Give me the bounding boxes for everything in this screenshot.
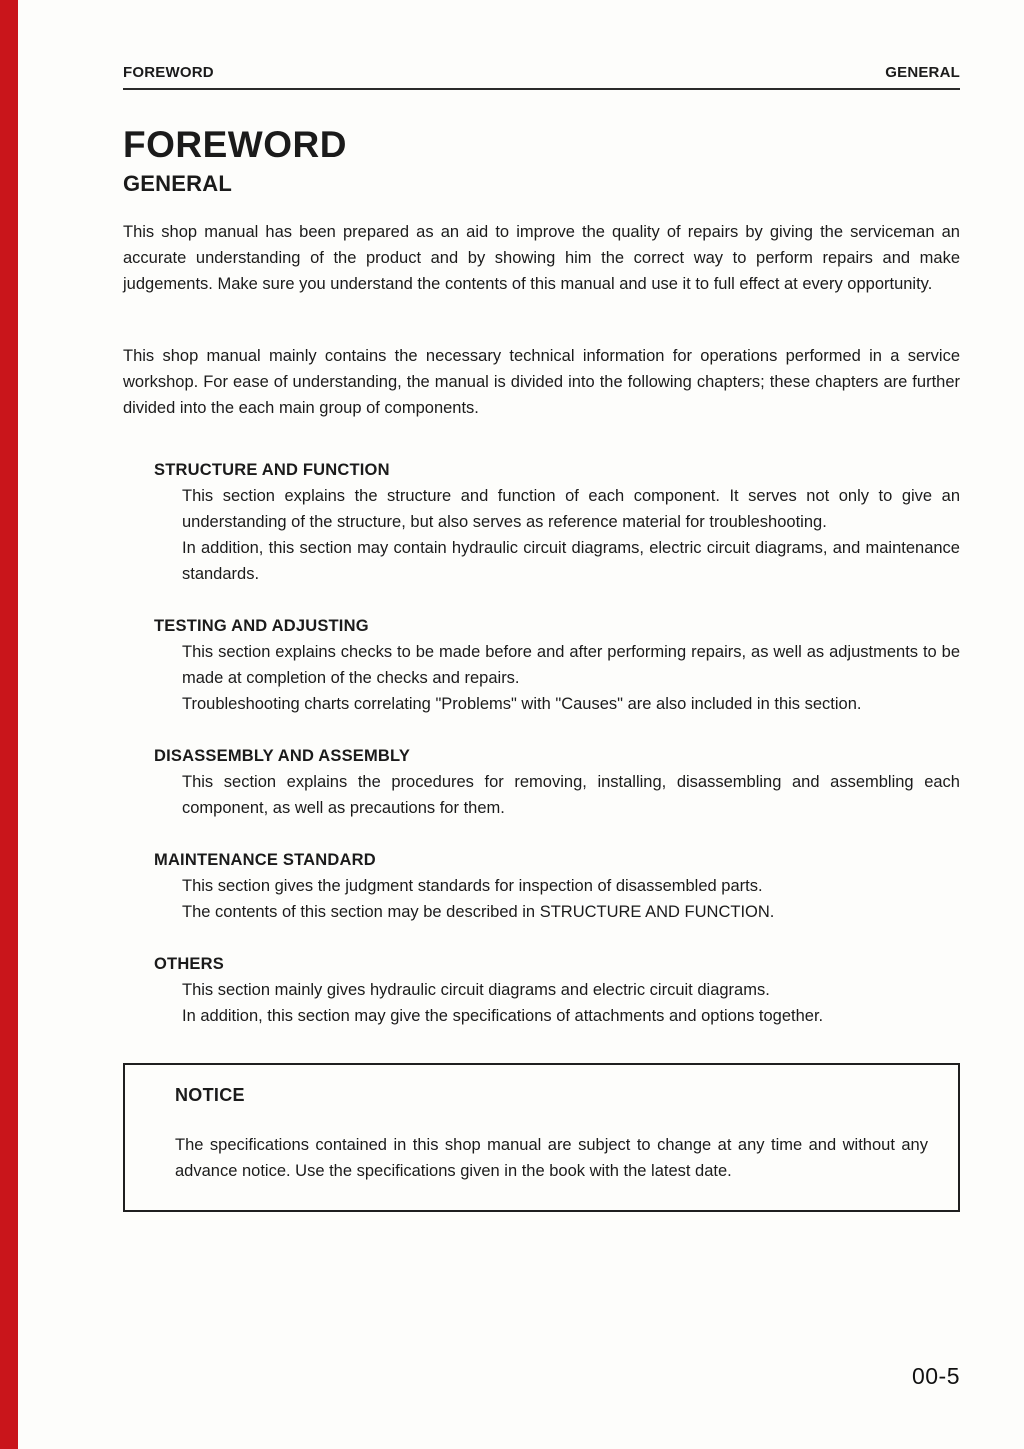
section-body xyxy=(154,977,960,1029)
section-paragraph: In addition, this section may give the specifications of attachments and options together. xyxy=(182,1006,824,1025)
intro-paragraph-2: This shop manual mainly contains the necessary technical information for operations performed in a service workshop. For ease of understanding, the manual is divided into the following chapters; these chapters are further divided into the each main group of components. xyxy=(123,346,960,417)
section-paragraph: In addition, this section may contain hydraulic circuit diagrams, electric circuit diagrams, and maintenance standards. xyxy=(182,538,960,583)
page-title: FOREWORD xyxy=(123,124,347,165)
section-paragraph: This section mainly gives hydraulic circuit diagrams and electric circuit diagrams. xyxy=(182,980,770,999)
section-body xyxy=(154,769,960,821)
section-heading: DISASSEMBLY AND ASSEMBLY xyxy=(154,746,411,765)
chapter-sections xyxy=(123,457,960,1029)
section-body xyxy=(154,483,960,587)
section-heading: MAINTENANCE STANDARD xyxy=(154,850,376,869)
section-paragraph: The contents of this section may be described in STRUCTURE AND FUNCTION. xyxy=(182,902,775,921)
section-testing-and-adjusting xyxy=(154,613,960,717)
section-others xyxy=(154,951,960,1029)
section-paragraph: This section explains checks to be made before and after performing repairs, as well as adjustments to be made at completion of the checks and repairs. xyxy=(182,642,960,687)
section-body xyxy=(154,639,960,717)
section-paragraph: This section gives the judgment standards for inspection of disassembled parts. xyxy=(182,876,763,895)
page-subtitle: GENERAL xyxy=(123,170,232,196)
notice-heading: NOTICE xyxy=(175,1084,245,1105)
section-maintenance-standard xyxy=(154,847,960,925)
section-body xyxy=(154,873,960,925)
binding-edge-strip xyxy=(0,0,18,1449)
section-heading: OTHERS xyxy=(154,954,224,973)
section-structure-and-function xyxy=(154,457,960,587)
running-header-left: FOREWORD xyxy=(123,64,214,81)
intro-paragraph-1: This shop manual has been prepared as an aid to improve the quality of repairs by giving the serviceman an accurate understanding of the product and by showing him the correct way to perform repairs and make judgements. Make sure you understand the contents of this manual and use it to full effect at every opportunity. xyxy=(123,222,960,293)
section-paragraph: Troubleshooting charts correlating "Problems" with "Causes" are also included in this section. xyxy=(182,694,862,713)
running-header xyxy=(123,0,960,90)
section-paragraph: This section explains the structure and function of each component. It serves not only to give an understanding of the structure, but also serves as reference material for troubleshooting. xyxy=(182,486,960,531)
section-paragraph: This section explains the procedures for removing, installing, disassembling and assembling each component, as well as precautions for them. xyxy=(182,772,960,817)
section-disassembly-and-assembly xyxy=(154,743,960,821)
notice-body: The specifications contained in this shop manual are subject to change at any time and without any advance notice. Use the specifications given in the book with the latest date. xyxy=(175,1135,928,1180)
page-number: 00-5 xyxy=(911,1363,960,1389)
page-content xyxy=(123,0,960,1212)
section-heading: TESTING AND ADJUSTING xyxy=(154,616,369,635)
section-heading: STRUCTURE AND FUNCTION xyxy=(154,460,390,479)
running-header-right: GENERAL xyxy=(885,64,960,81)
notice-box xyxy=(123,1063,960,1212)
